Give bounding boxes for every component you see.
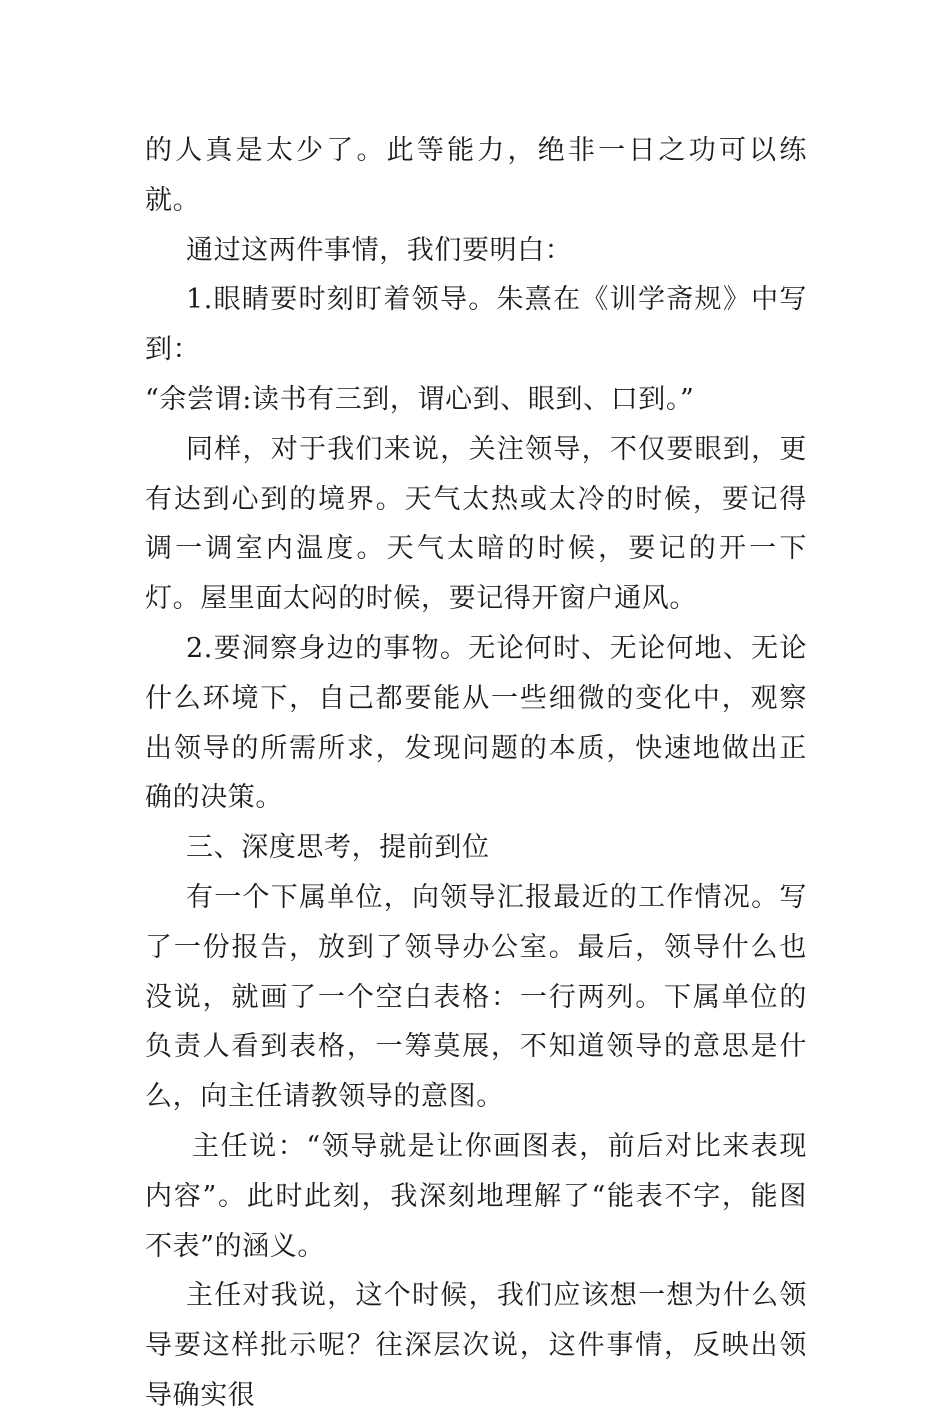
document-body <box>145 126 807 1421</box>
section-heading-3: 三、深度思考，提前到位 <box>186 832 490 864</box>
paragraph-director-says: 主任说：“领导就是让你画图表，前后对比来表现内容”。此时此刻，我深刻地理解了“能表不字，能图不表”的涵义。 <box>145 1130 807 1262</box>
paragraph-director-explains: 主任对我说，这个时候，我们应该想一想为什么领导要这样批示呢？往深层次说，这件事情，反映出领导确实很 <box>145 1280 807 1411</box>
paragraph-attention: 同样，对于我们来说，关注领导，不仅要眼到，更有达到心到的境界。天气太热或太冷的时候，要记得调一调室内温度。天气太暗的时候，要记的开一下灯。屋里面太闷的时候，要记得开窗户通风。 <box>145 433 807 615</box>
paragraph-point-2: 2.要洞察身边的事物。无论何时、无论何地、无论什么环境下，自己都要能从一些细微的变化中，观察出领导的所需所求，发现问题的本质，快速地做出正确的决策。 <box>145 632 807 814</box>
paragraph-report-story: 有一个下属单位，向领导汇报最近的工作情况。写了一份报告，放到了领导办公室。最后，领导什么也没说，就画了一个空白表格：一行两列。下属单位的负责人看到表格，一筹莫展，不知道领导的意思是什么，向主任请教领导的意图。 <box>145 881 807 1113</box>
paragraph-quote: “余尝谓:读书有三到，谓心到、眼到、口到。” <box>145 383 695 415</box>
paragraph-summary-intro: 通过这两件事情，我们要明白： <box>186 234 573 266</box>
paragraph-point-1: 1.眼睛要时刻盯着领导。朱熹在《训学斋规》中写到： <box>145 284 807 366</box>
paragraph-continuation: 的人真是太少了。此等能力，绝非一日之功可以练就。 <box>145 135 807 216</box>
